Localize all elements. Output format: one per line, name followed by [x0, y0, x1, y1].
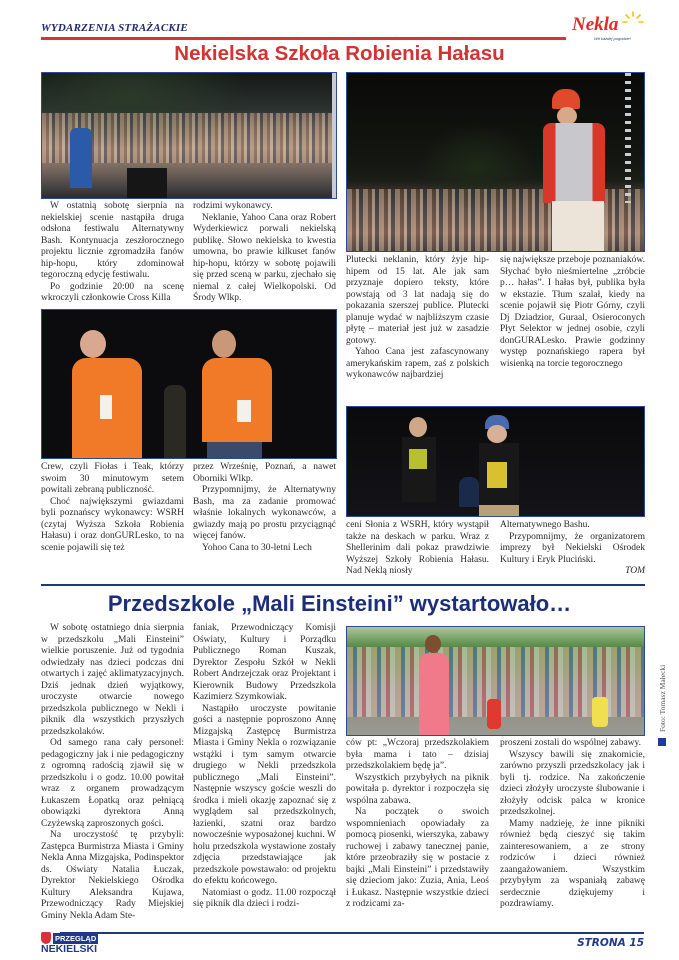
magazine-line1: PRZEGLĄD: [55, 933, 97, 943]
article1-signature: TOM: [625, 566, 645, 576]
article1-col3-bottom: ceni Słonia z WSRH, który wystąpił także na deskach w parku. Wraz z Shellerinim dali pokaz prawdziwie Wyższej Szkoły Robienia Hałasu. Nad Neklą niosły: [346, 520, 489, 576]
article1-title: Nekielska Szkoła Robienia Hałasu: [174, 42, 505, 65]
article1-col3-top: Plutecki neklanin, który żyje hip-hipem od 15 lat. Ale jak sam przyznaje dopiero teksty, które powstają od 3 lat nadają się do pokazania szerszej publice. Plutecki planuje wydać w najbliższym czasie płytę – materiał jest już w zasadzie gotowy. Yahoo Cana jest zafascynowany amerykańskim rapem, zaś z polskich wykonawców najbardziej: [346, 255, 489, 380]
nekla-logo: [566, 10, 646, 44]
article1-col4-bottom: Alternatywnego Bashu. Przypomnijmy, że organizatorem imprezy był Nekielski Ośrodek Kultury i Eryk Pluciński. TOM: [500, 520, 645, 576]
photo-crowd: [41, 72, 337, 199]
page-number: STRONA 15: [577, 937, 644, 949]
photo-orange-performers: [41, 309, 337, 459]
article2-title: Przedszkole „Mali Einsteini” wystartowało…: [107, 591, 572, 616]
article1-col2-top: rodzimi wykonawcy. Neklanie, Yahoo Cana oraz Robert Wyderkiewicz porwali nekielską publikę. Słowo nekielska to kwestia umowna, bo prawie kilkuset fanów hip-hopu, którzy w sobotę pojawili się przed sceną w parku, zjechało się niemal z całej Wielkopolski. Od Środy Wlkp.: [193, 201, 336, 303]
article2-col3: ców pt: „Wczoraj przedszkolakiem była mama i tato – dzisiaj przedszkolakiem będę ja”. Wszystkich przybyłych na piknik powitała p. dyrektor i rozpoczęła się wspólna zabawa. Na początek o swoich wspomnieniach opowiadały za pomocą piosenki, wierszyka, zabawy ruchowej i zabawy tanecznej panie, które przeobraziły się w postacie z bajki „Mali Einsteini” i przedstawiły się dzieciom jako: Zuzia, Ania, Leoś i Łukasz. Następnie wszystkie dzieci z rodzicami za-: [346, 738, 489, 909]
article2-col2: faniak, Przewodniczący Komisji Oświaty, Kultury i Porządku Publicznego Roman Kuszak, Dyrektor Zespołu Szkół w Nekli Robert Andrzejczak oraz Projektant i Kierownik Budowy Przedszkola Kazimierz Szymkowiak. Nastąpiło uroczyste powitanie gości a następnie poproszono Annę Mizgajską Zastępcę Burmistrza Miasta i Gminy Nekla o rozwiązanie wstążki i tym samym otwarcie drugiego w Nekli przedszkola publicznego „Mali Einsteini”. Następnie wszyscy goście weszli do środka i mieli okazję zapoznać się z wyglądem sal przedszkolnych, łazienki, szatni oraz bardzo nowocześnie wyposażonej kuchni. W holu przedszkola wystawione zostały zdjęcia przedstawiające jak przedszkole powstawało: od projektu do efektu końcowego. Natomiast o godz. 11.00 rozpoczął się piknik dla dzieci i rodzi-: [193, 623, 336, 909]
article1-col2-bottom: przez Wrześnię, Poznań, a nawet Oborniki Wlkp. Przypomnijmy, że Alternatywny Bash, ma za zadanie promować właśnie lokalnych wykonawców, a gwiazdy mają po prostu przyciągnąć więcej fanów. Yohoo Cana to 30-letni Lech: [193, 462, 336, 553]
article2-col4: proszeni zostali do wspólnej zabawy. Wszyscy bawili się znakomicie, zarówno przyszli przedszkolacy jak i byli tj. rodzice. Na zakończenie dzieci złożyły uroczyste ślubowanie i złożyły odcisk palca w kronice przedszkolnej. Mamy nadzieję, że inne pikniki również będą cieszyć się takim zainteresowaniem, a ze strony rodziców i dzieci również zaangażowaniem. Wszystkim przybyłym za wspaniałą zabawę serdecznie dziękujemy i pozdrawiamy.: [500, 738, 645, 909]
section-header: WYDARZENIA STRAŻACKIE: [41, 22, 188, 34]
photo-black-shirt-rappers: [346, 406, 645, 517]
magazine-line2: NEKIELSKI: [41, 943, 98, 955]
magazine-logo: [41, 932, 98, 955]
article1-col1-bottom: Crew, czyli Fiołas i Teak, którzy swoim 30 minutowym setem powitali zebraną publiczność. Choć największymi gwiazdami byli poznańscy wykonawcy: WSRH (czytaj Wyższa Szkoła Robienia Hałasu) i oraz donGURLesko, to na scenie pojawili się też: [41, 462, 184, 553]
article-divider: [41, 584, 645, 586]
sun-icon: [622, 10, 644, 28]
credit-square-icon: [658, 738, 666, 746]
footer-rule: [60, 932, 644, 934]
logo-tagline: Wit każdej pogodzie!: [594, 36, 631, 41]
photo-credit: Foto: Tomasz Małecki: [657, 612, 669, 746]
article1-col1-top: W ostatnią sobotę sierpnia na nekielskiej scenie nastąpiła druga odsłona festiwalu Alternatywny Bash. Kontynuacja zeszłorocznego projektu licznie zgromadziła fanów hip-hopu, który zdominował tegoroczną edycję festiwalu. Po godzinie 20:00 na scenę wkroczyli członkowie Cross Killa: [41, 201, 184, 303]
article2-col1: W sobotę ostatniego dnia sierpnia w przedszkolu „Mali Einsteini” wielkie poruszenie. Już od tygodnia odwiedzały nas dzieci podczas dni otwartych i zajęć aklimatyzacyjnych. Dziś jednak dzień wyjątkowy, uroczyste otwarcie nowego przedszkola publicznego w Nekli i piknik dla wszystkich przyszłych przedszkolaków. Od samego rana cały personel: pedagogiczny jak i nie pedagogiczny z ogromną radością zjawił się w przedszkolu i o godz. 10.00 powitał wraz z organem prowadzącym Łukaszem Łopatką oraz pełniącą obowiązki dyrektora Anną Czyżewską zaproszonych gości. Na uroczystość tę przybyli: Zastępca Burmistrza Miasta i Gminy Nekla Anna Mizgajska, Podinspektor ds. Oświaty Natalia Łuczak, Dyrektor Nekielskiego Ośrodka Kultury Aleksandra Kujawa, Przewodniczący Rady Miejskiej Gminy Nekla Adam Ste-: [41, 623, 184, 921]
logo-text: Nekla: [572, 14, 619, 35]
header-rule: [41, 37, 566, 40]
photo-rapper-red: [346, 72, 645, 252]
article1-col4-top: się największe przeboje poznaniaków. Słychać było nieśmiertelne „zróbcie p… hałas”. I hałas był, publika była w ekstazie. Tłum szalał, kiedy na scenie pojawił się Piotr Górny, czyli Dj Dziadzior, Guraal, Osieroconych Płyt Selektor w jednej osobie, czyli donGURALesko. Prawie godzinny występ poznańskiego rapera był wisienką na torcie tegorocznego: [500, 255, 645, 369]
photo-preschool-picnic: [346, 626, 645, 736]
